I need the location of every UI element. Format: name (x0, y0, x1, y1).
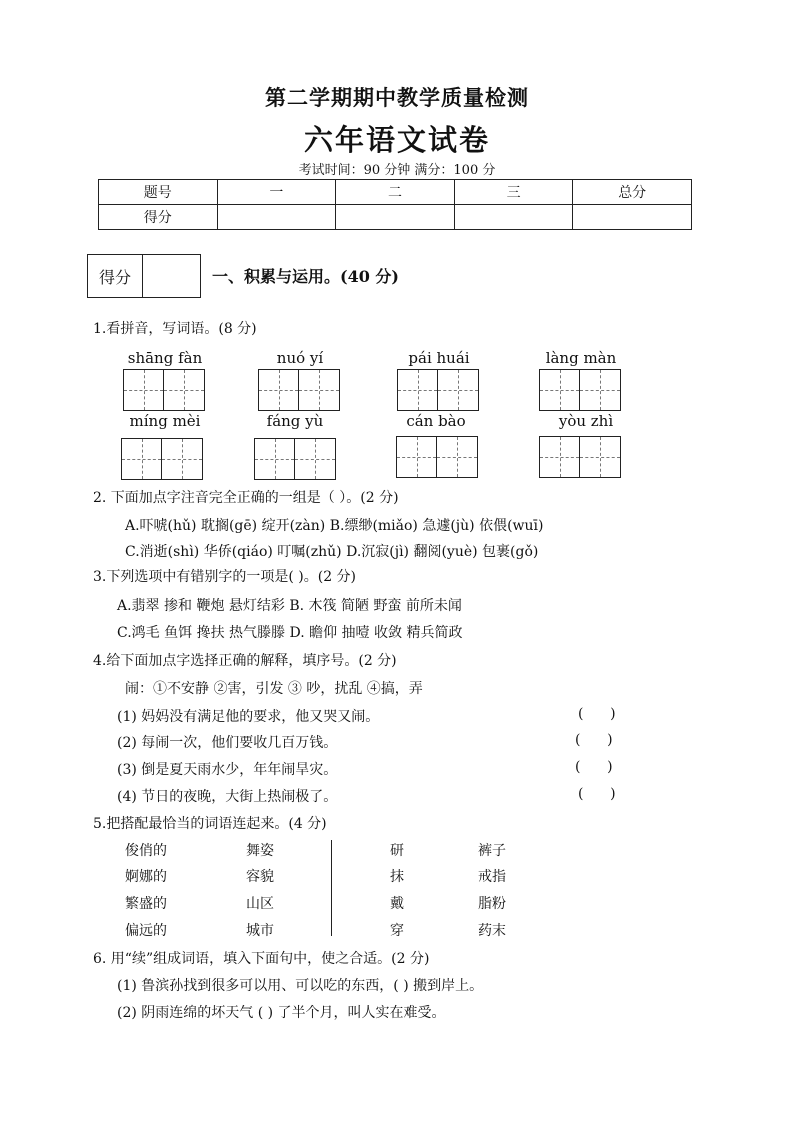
question-4-item: (3) 倒是夏天雨水少，年年闹旱灾。 (117, 762, 338, 778)
question-6-item: (1) 鲁滨孙找到很多可以用、可以吃的东西，( ) 搬到岸上。 (117, 978, 484, 994)
score-field[interactable] (573, 205, 692, 230)
writing-grid[interactable] (539, 369, 621, 411)
match-word[interactable]: 戴 (390, 896, 404, 912)
match-word[interactable]: 城市 (246, 923, 274, 939)
section-title: 一、积累与运用。(40 分) (212, 267, 399, 286)
score-field[interactable] (217, 205, 336, 230)
section-score-label: 得分 (88, 255, 143, 297)
table-row (99, 180, 692, 205)
writing-grid[interactable] (254, 438, 336, 480)
match-word[interactable]: 戒指 (478, 869, 506, 885)
writing-grid[interactable] (123, 369, 205, 411)
question-1-prompt: 1.看拼音，写词语。(8 分) (93, 321, 257, 337)
score-field[interactable] (454, 205, 573, 230)
match-word[interactable]: 药末 (478, 923, 506, 939)
answer-blank[interactable]: ( ) (575, 759, 613, 775)
match-word[interactable]: 俊俏的 (125, 843, 167, 859)
match-word[interactable]: 婀娜的 (125, 869, 167, 885)
question-3-prompt: 3.下列选项中有错别字的一项是( )。(2 分) (93, 569, 357, 585)
section-score-box (87, 254, 201, 298)
question-2-options-ab: A.吓唬(hǔ) 耽搁(gē) 绽开(zàn) B.缥缈(miǎo) 急遽(jù) 依偎(wuī) (125, 518, 544, 534)
match-word[interactable]: 容貌 (246, 869, 274, 885)
question-4-item: (1) 妈妈没有满足他的要求，他又哭又闹。 (117, 709, 380, 725)
match-word[interactable]: 抹 (390, 869, 404, 885)
question-2-options-cd: C.消逝(shì) 华侨(qiáo) 叮嘱(zhǔ) D.沉寂(jì) 翻阅(yuè) 包裹(gǒ) (125, 544, 539, 560)
pinyin-label: fáng yù (266, 412, 324, 430)
pinyin-label: pái huái (408, 349, 470, 367)
question-6-item: (2) 阴雨连绵的坏天气 ( ) 了半个月，叫人实在难受。 (117, 1005, 446, 1021)
writing-grid[interactable] (396, 436, 478, 478)
match-word[interactable]: 研 (390, 843, 404, 859)
table-cell: 一 (217, 180, 336, 205)
table-cell: 题号 (99, 180, 218, 205)
answer-blank[interactable]: ( ) (578, 786, 616, 802)
score-field[interactable] (336, 205, 455, 230)
question-4-meanings: 闹：①不安静 ②害，引发 ③ 吵，扰乱 ④搞，弄 (125, 681, 423, 697)
exam-title: 第二学期期中教学质量检测 (265, 85, 529, 110)
match-word[interactable]: 裤子 (478, 843, 506, 859)
pinyin-label: míng mèi (129, 412, 201, 430)
question-5-prompt: 5.把搭配最恰当的词语连起来。(4 分) (93, 816, 327, 832)
score-table (98, 179, 692, 230)
match-word[interactable]: 山区 (246, 896, 274, 912)
table-row (99, 205, 692, 230)
question-4-item: (4) 节日的夜晚，大街上热闹极了。 (117, 789, 338, 805)
pinyin-label: nuó yí (276, 349, 324, 367)
match-word[interactable]: 繁盛的 (125, 896, 167, 912)
pinyin-label: cán bào (406, 412, 466, 430)
question-4-item: (2) 每闹一次，他们要收几百万钱。 (117, 735, 338, 751)
question-3-options-ab: A.翡翠 掺和 鞭炮 悬灯结彩 B. 木筏 简陋 野蛮 前所未闻 (117, 598, 462, 614)
writing-grid[interactable] (258, 369, 340, 411)
column-divider (331, 840, 332, 936)
match-word[interactable]: 舞姿 (246, 843, 274, 859)
answer-blank[interactable]: ( ) (578, 706, 616, 722)
exam-info: 考试时间：90 分钟 满分：100 分 (298, 163, 496, 178)
table-cell: 三 (454, 180, 573, 205)
writing-grid[interactable] (397, 369, 479, 411)
question-2-prompt: 2. 下面加点字注音完全正确的一组是（ ）。(2 分) (93, 490, 399, 506)
pinyin-label: yòu zhì (558, 412, 614, 430)
table-cell: 得分 (99, 205, 218, 230)
match-word[interactable]: 穿 (390, 923, 404, 939)
section-score-field[interactable] (143, 255, 200, 297)
pinyin-label: làng màn (545, 349, 617, 367)
question-6-prompt: 6. 用“续”组成词语，填入下面句中，使之合适。(2 分) (93, 951, 430, 967)
exam-subject-title: 六年语文试卷 (303, 123, 490, 157)
match-word[interactable]: 脂粉 (478, 896, 506, 912)
answer-blank[interactable]: ( ) (575, 732, 613, 748)
pinyin-label: shāng fàn (127, 349, 203, 367)
writing-grid[interactable] (121, 438, 203, 480)
table-cell: 总分 (573, 180, 692, 205)
question-3-options-cd: C.鸿毛 鱼饵 搀扶 热气滕滕 D. 瞻仰 抽噎 收敛 精兵简政 (117, 625, 463, 641)
question-4-prompt: 4.给下面加点字选择正确的解释，填序号。(2 分) (93, 653, 397, 669)
match-word[interactable]: 偏远的 (125, 923, 167, 939)
table-cell: 二 (336, 180, 455, 205)
writing-grid[interactable] (539, 436, 621, 478)
